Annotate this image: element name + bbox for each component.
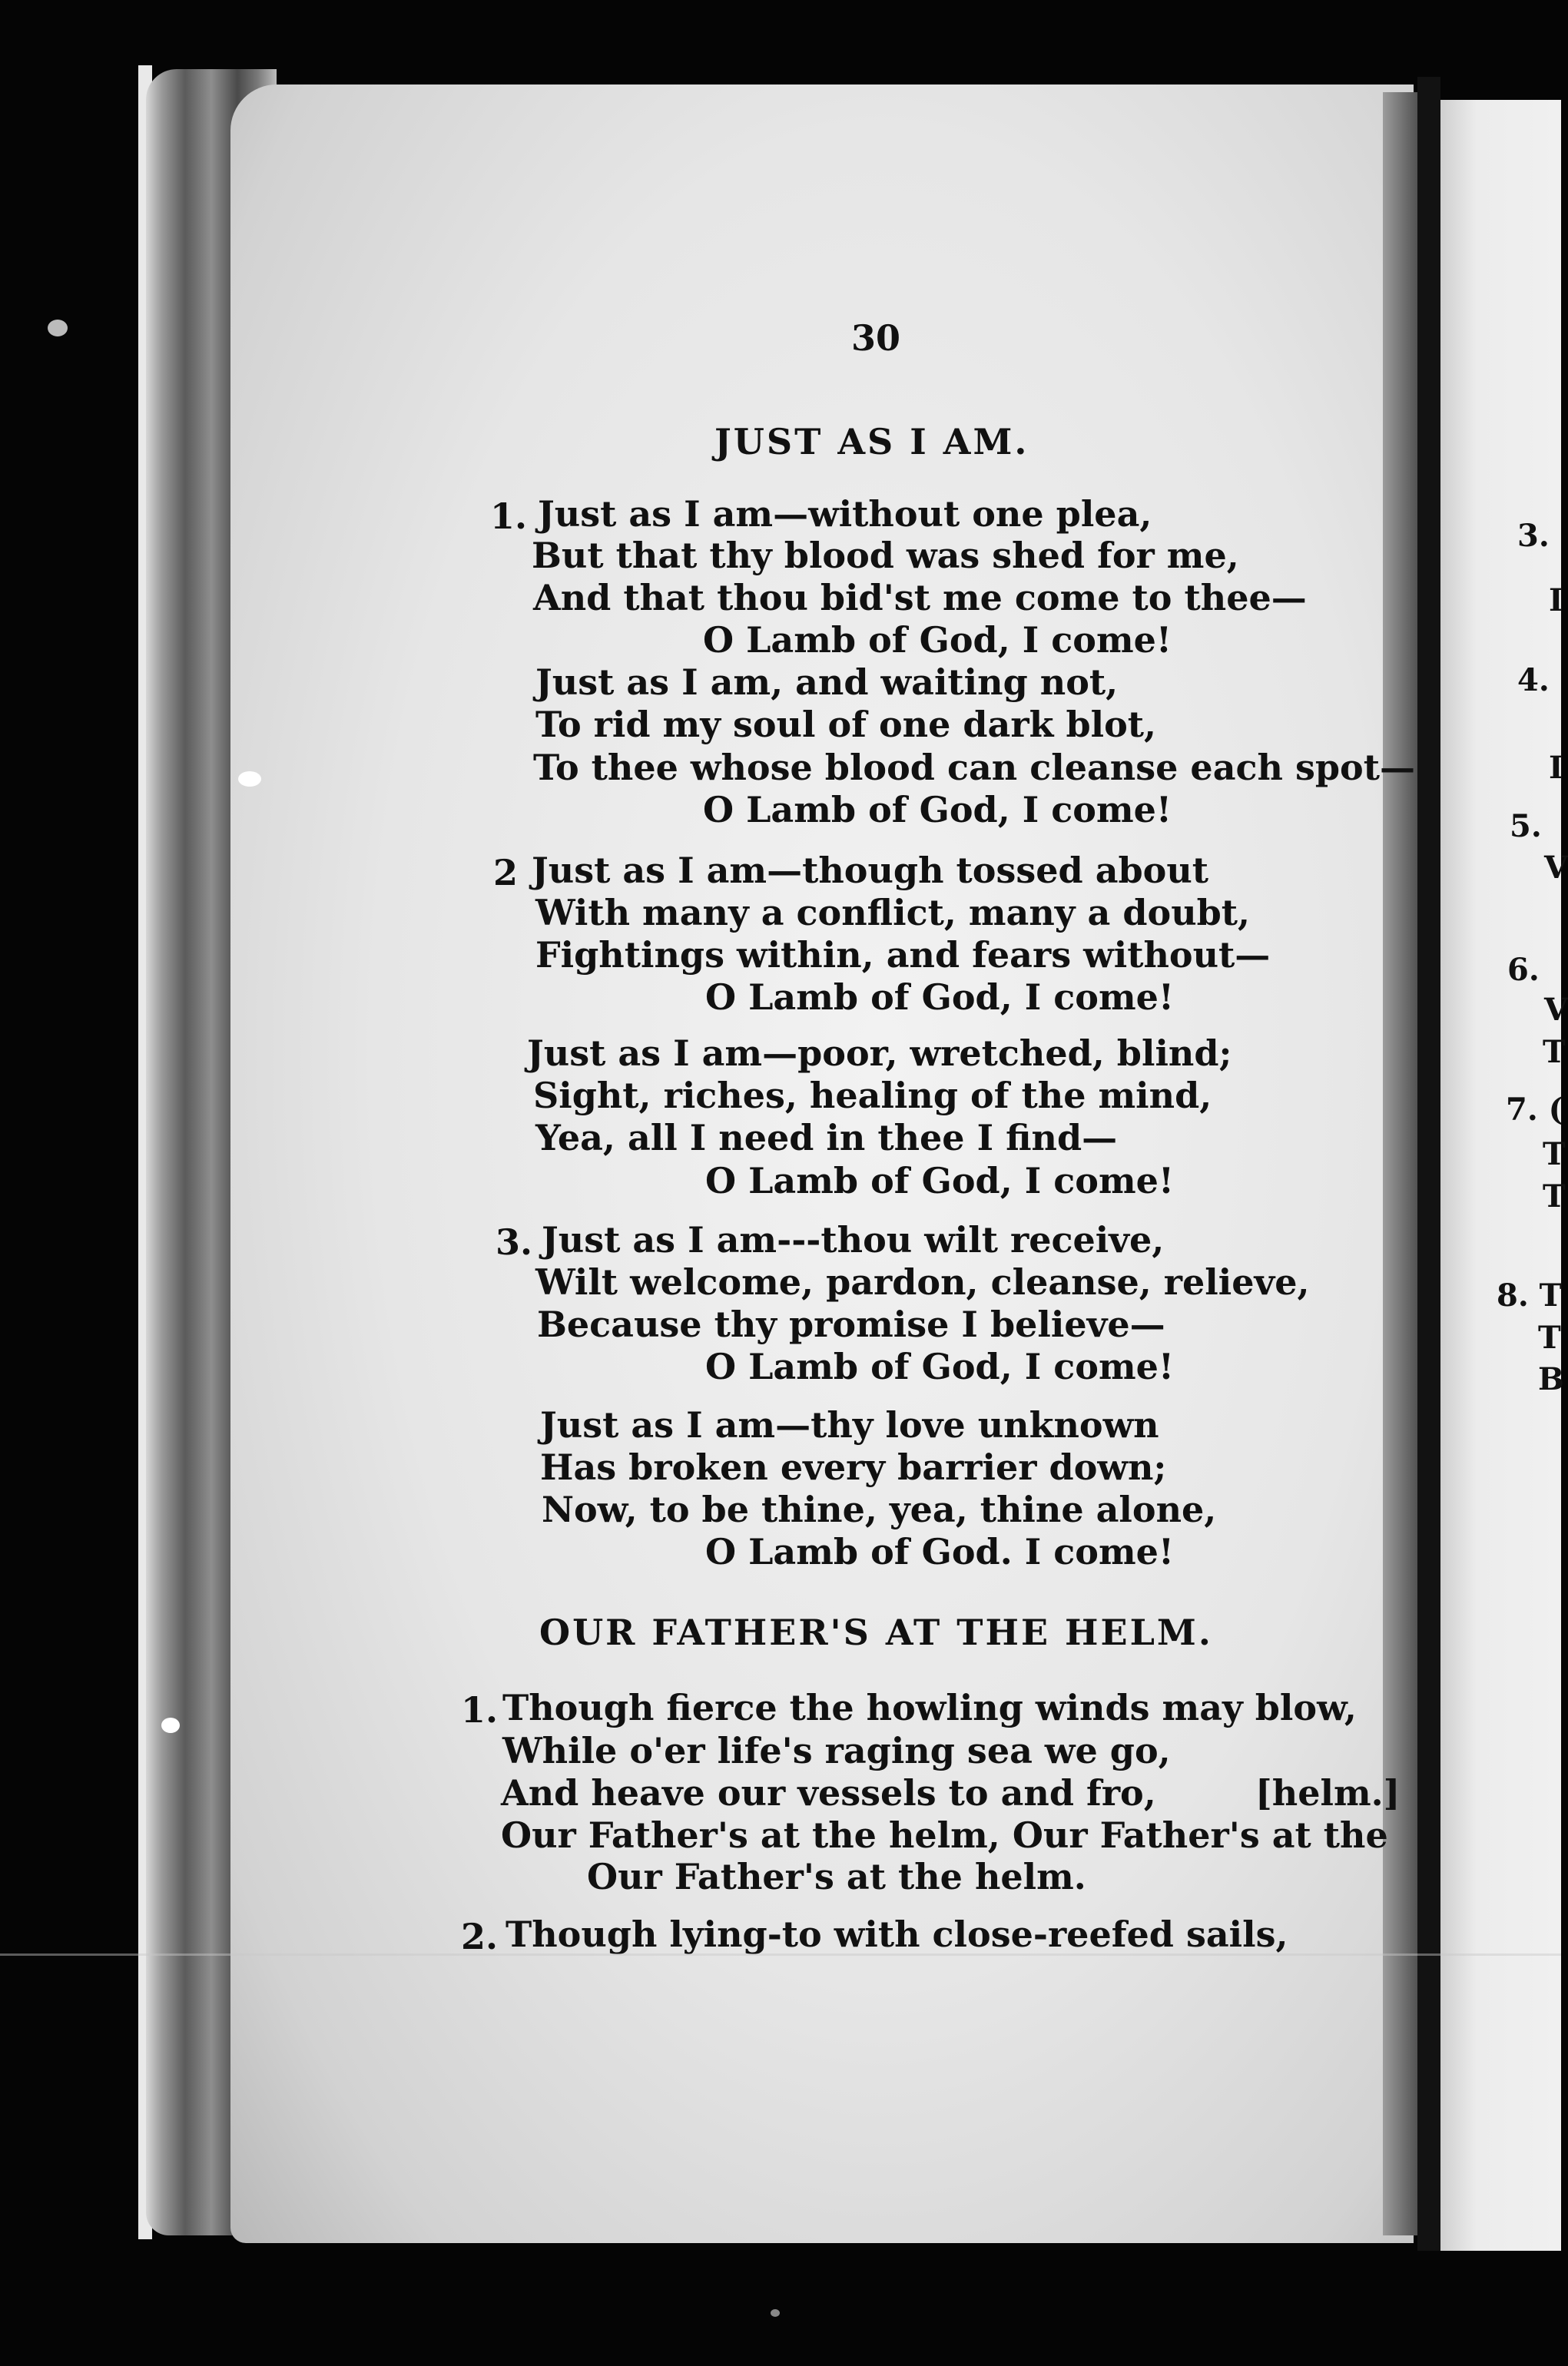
facing-page-fragment: 3. [1517, 518, 1550, 554]
scan-artifact [238, 771, 261, 787]
facing-page-fragment: V [1544, 850, 1568, 886]
verse-line: Just as I am—without one plea, [538, 493, 1152, 535]
facing-page-fragment: 8. T [1497, 1277, 1563, 1314]
facing-page-fragment: T [1543, 1178, 1566, 1214]
facing-page-fragment: T [1543, 1034, 1566, 1070]
scan-artifact [771, 2309, 780, 2317]
facing-page-fragment: 7. ( [1506, 1092, 1563, 1128]
verse-number: 1. [490, 495, 528, 537]
hymn-title: OUR FATHER'S AT THE HELM. [539, 1612, 1213, 1653]
verse-line: Because thy promise I believe— [537, 1304, 1165, 1345]
verse-number: 3. [496, 1221, 533, 1263]
refrain-line: O Lamb of God, I come! [705, 976, 1175, 1018]
verse-line: While o'er life's raging sea we go, [502, 1730, 1171, 1771]
scan-artifact [48, 320, 68, 336]
verse-line: But that thy blood was shed for me, [532, 535, 1239, 576]
facing-page-fragment: B [1538, 1361, 1564, 1397]
verse-line: Just as I am---thou wilt receive, [542, 1219, 1165, 1261]
refrain-line: O Lamb of God, I come! [705, 1160, 1175, 1201]
facing-page-fragment: T [1538, 1320, 1561, 1356]
verse-number: 1. [461, 1689, 499, 1731]
scan-line-artifact [0, 1953, 1561, 1956]
verse-number: 2. [461, 1916, 499, 1957]
facing-page-fragment: 6. [1507, 952, 1540, 988]
verse-line: Now, to be thine, yea, thine alone, [542, 1489, 1217, 1530]
verse-line: And heave our vessels to and fro, [501, 1772, 1156, 1814]
scan-artifact [161, 1718, 180, 1733]
verse-number: 2 [493, 852, 519, 893]
hymn-title: JUST AS I AM. [714, 421, 1029, 462]
verse-line: And that thou bid'st me come to thee— [533, 577, 1307, 618]
refrain-line: O Lamb of God. I come! [705, 1531, 1175, 1572]
verse-line: Though lying-to with close-reefed sails, [506, 1914, 1288, 1955]
facing-page-fragment: V [1544, 992, 1568, 1028]
verse-line: To thee whose blood can cleanse each spot— [533, 747, 1415, 788]
verse-line: With many a conflict, many a doubt, [535, 892, 1251, 933]
verse-line: Just as I am—thy love unknown [540, 1404, 1159, 1446]
verse-line: To rid my soul of one dark blot, [535, 704, 1157, 745]
refrain-line: Our Father's at the helm. [587, 1856, 1086, 1897]
verse-line: Has broken every barrier down; [540, 1446, 1167, 1488]
verse-line-overflow: [helm.] [1255, 1772, 1401, 1814]
facing-page-fragment: T [1543, 1136, 1566, 1172]
verse-line: Just as I am, and waiting not, [535, 661, 1119, 703]
facing-page-fragment: I [1549, 582, 1563, 618]
refrain-line: O Lamb of God, I come! [703, 789, 1172, 830]
refrain-line: O Lamb of God, I come! [705, 1346, 1175, 1387]
verse-line: Our Father's at the helm, Our Father's at the [501, 1814, 1388, 1856]
facing-page-fragment: I [1549, 750, 1563, 786]
facing-page [1440, 100, 1561, 2251]
refrain-line: O Lamb of God, I come! [703, 619, 1172, 661]
verse-line: Just as I am—poor, wretched, blind; [527, 1032, 1232, 1074]
verse-line: Though fierce the howling winds may blow, [502, 1687, 1357, 1728]
verse-line: Just as I am—though tossed about [532, 850, 1209, 891]
book-gutter [1417, 77, 1440, 2251]
verse-line: Fightings within, and fears without— [535, 934, 1271, 976]
verse-line: Wilt welcome, pardon, cleanse, relieve, [535, 1261, 1310, 1303]
facing-page-fragment: 4. [1517, 662, 1550, 698]
facing-page-fragment: 5. [1510, 808, 1542, 844]
verse-line: Sight, riches, healing of the mind, [533, 1075, 1212, 1116]
verse-line: Yea, all I need in thee I find— [535, 1117, 1118, 1158]
page-number: 30 [851, 317, 901, 359]
